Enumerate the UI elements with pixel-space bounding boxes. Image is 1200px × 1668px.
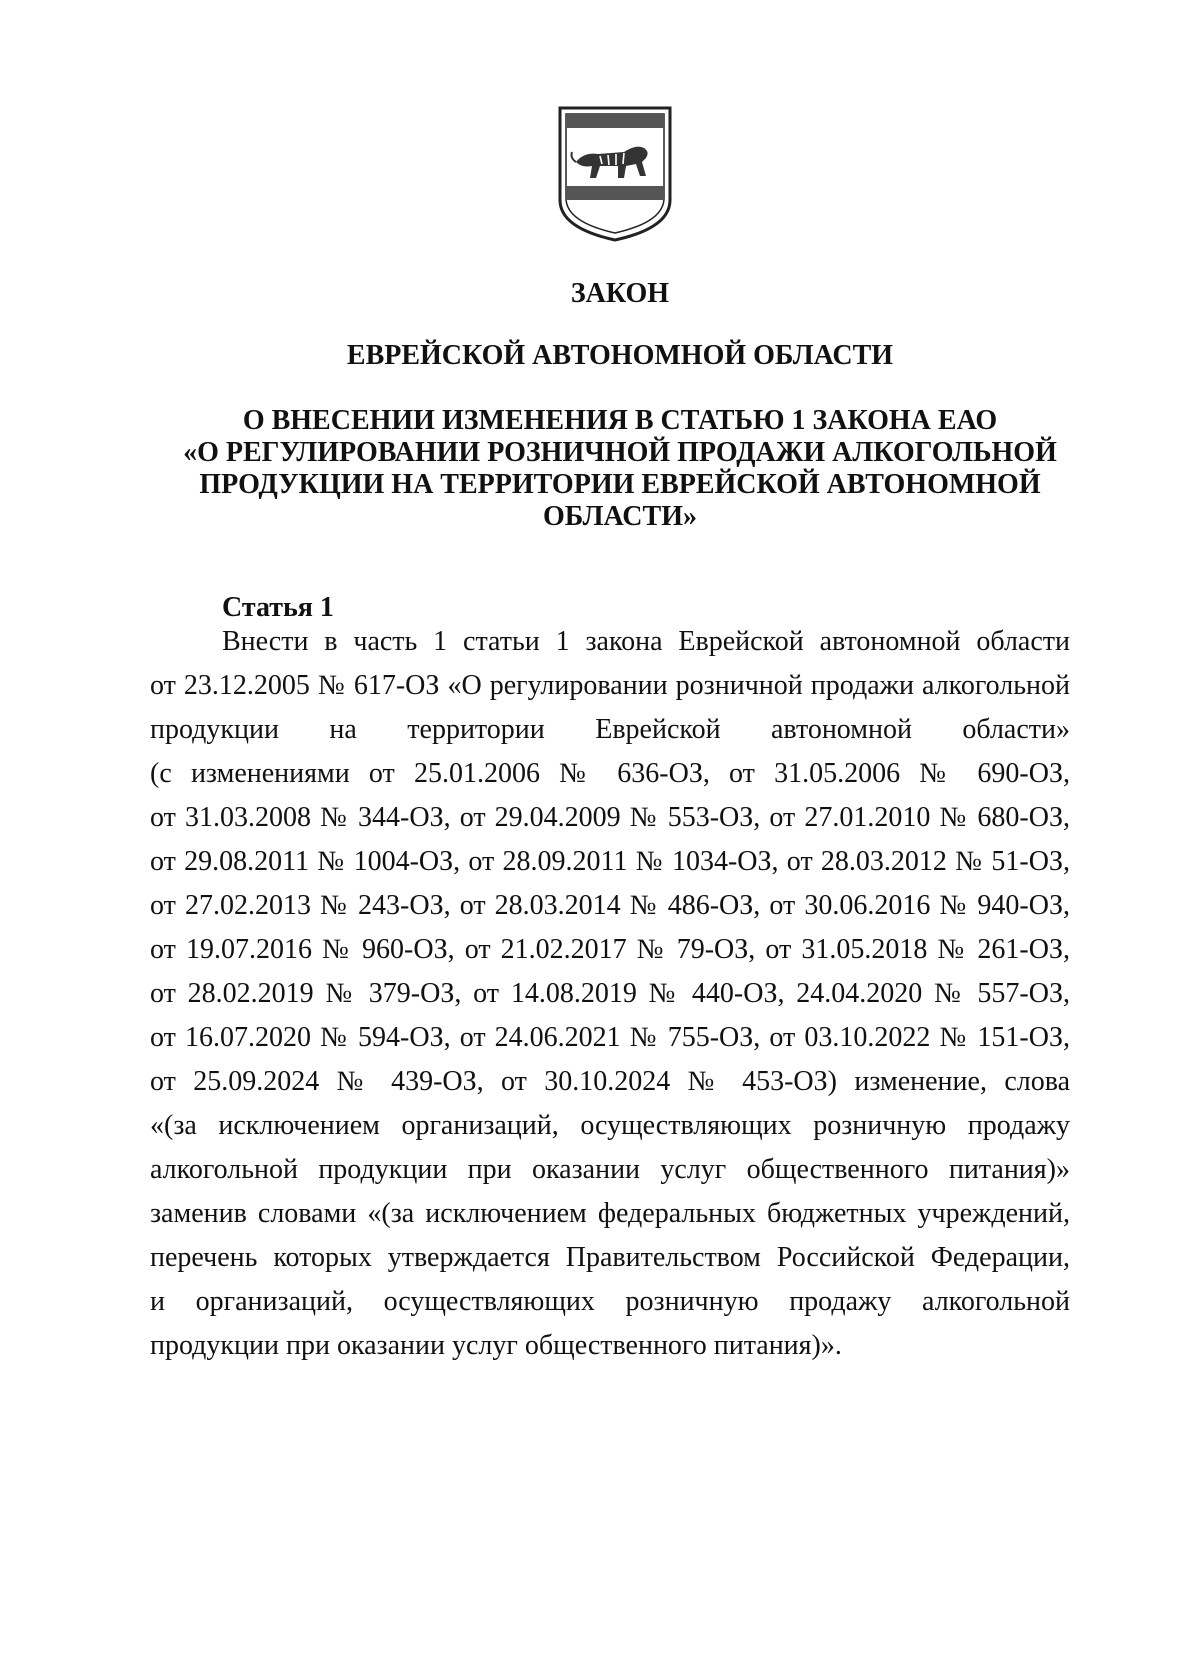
article-text-line: от 16.07.2020 № 594-ОЗ, от 24.06.2021 № 755-ОЗ, от 03.10.2022 № 151-ОЗ,: [150, 1022, 1070, 1053]
article-text-line: продукции на территории Еврейской автономной области»: [150, 714, 1070, 745]
article-text-line: «(за исключением организаций, осуществляющих розничную продажу: [150, 1110, 1070, 1141]
article-text-line: от 29.08.2011 № 1004-ОЗ, от 28.09.2011 № 1034-ОЗ, от 28.03.2012 № 51-ОЗ,: [150, 846, 1070, 877]
article-text-line: (с изменениями от 25.01.2006 № 636-ОЗ, от 31.05.2006 № 690-ОЗ,: [150, 758, 1070, 789]
article-text-line: продукции при оказании услуг общественного питания)».: [150, 1330, 842, 1361]
law-title-line: ОБЛАСТИ»: [543, 501, 697, 532]
article-text-line: от 28.02.2019 № 379-ОЗ, от 14.08.2019 № 440-ОЗ, 24.04.2020 № 557-ОЗ,: [150, 978, 1070, 1009]
article-text-line: от 27.02.2013 № 243-ОЗ, от 28.03.2014 № 486-ОЗ, от 30.06.2016 № 940-ОЗ,: [150, 890, 1070, 921]
law-title-line: О ВНЕСЕНИИ ИЗМЕНЕНИЯ В СТАТЬЮ 1 ЗАКОНА ЕАО: [242, 405, 998, 436]
article-text-line: от 23.12.2005 № 617-ОЗ «О регулировании розничной продажи алкогольной: [150, 670, 1070, 701]
document-type-heading: ЗАКОН: [570, 278, 670, 309]
coat-of-arms-emblem: [554, 104, 676, 244]
article-text-line: от 19.07.2016 № 960-ОЗ, от 21.02.2017 № 79-ОЗ, от 31.05.2018 № 261-ОЗ,: [150, 934, 1070, 965]
article-text-line: Внести в часть 1 статьи 1 закона Еврейской автономной области: [222, 626, 1070, 657]
law-title-line: «О РЕГУЛИРОВАНИИ РОЗНИЧНОЙ ПРОДАЖИ АЛКОГОЛЬНОЙ: [183, 437, 1057, 468]
article-text-line: заменив словами «(за исключением федеральных бюджетных учреждений,: [150, 1198, 1070, 1229]
article-text-line: и организаций, осуществляющих розничную продажу алкогольной: [150, 1286, 1070, 1317]
article-text-line: алкогольной продукции при оказании услуг общественного питания)»: [150, 1154, 1070, 1185]
article-text-line: от 25.09.2024 № 439-ОЗ, от 30.10.2024 № 453-ОЗ) изменение, слова: [150, 1066, 1070, 1097]
law-title-line: ПРОДУКЦИИ НА ТЕРРИТОРИИ ЕВРЕЙСКОЙ АВТОНОМНОЙ: [199, 469, 1041, 500]
article-title: Статья 1: [222, 592, 334, 623]
region-heading: ЕВРЕЙСКОЙ АВТОНОМНОЙ ОБЛАСТИ: [346, 340, 894, 371]
article-text-line: от 31.03.2008 № 344-ОЗ, от 29.04.2009 № 553-ОЗ, от 27.01.2010 № 680-ОЗ,: [150, 802, 1070, 833]
article-text-line: перечень которых утверждается Правительством Российской Федерации,: [150, 1242, 1070, 1273]
